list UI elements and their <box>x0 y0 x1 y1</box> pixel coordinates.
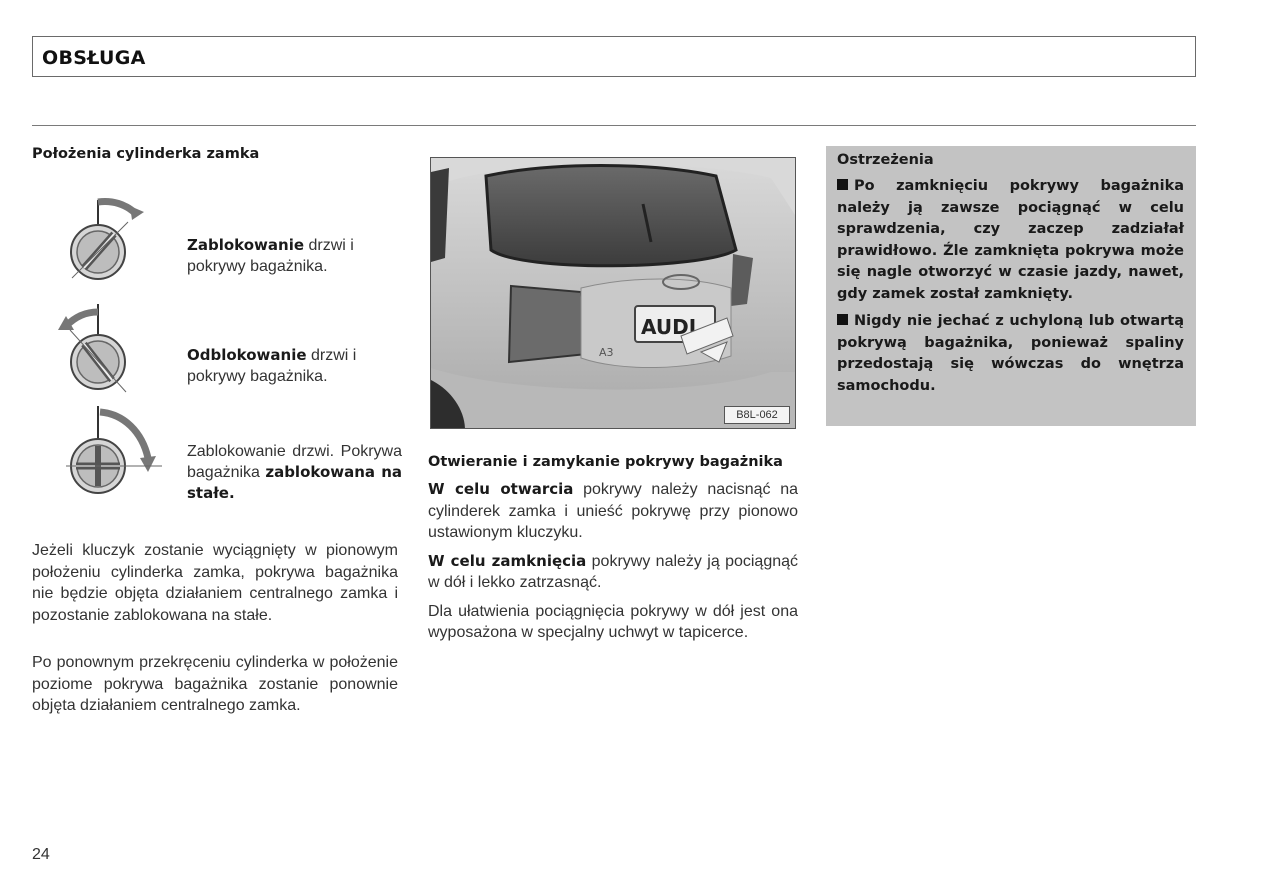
paragraph-close: W celu zamknięcia pokrywy należy ją pociągnąć w dół i lekko zatrzasnąć. <box>428 551 799 591</box>
warning-box <box>826 146 1196 426</box>
middle-column <box>428 452 798 644</box>
lock-position-1-text: Zablokowanie drzwi i pokrywy bagażnika. <box>187 236 354 275</box>
lock-cylinder-permanent-icon <box>62 400 172 500</box>
trunk-photo <box>430 157 796 429</box>
paragraph-key-turned: Po ponownym przekręceniu cylinderka w położenie poziome pokrywa bagażnika zostanie ponownie objęta działaniem centralnego zamka. <box>32 654 398 714</box>
svg-text:AUDI: AUDI <box>641 315 697 339</box>
warning-item: Nigdy nie jechać z uchyloną lub otwartą pokrywą bagażnika, ponieważ spaliny przedostają się wówczas do wnętrza samochodu. <box>837 313 1184 394</box>
lock-position-3-text: Zablokowanie drzwi. Pokrywa bagażnika zablokowana na stałe. <box>187 443 403 502</box>
section-header <box>32 36 1196 77</box>
lock-cylinder-locked-icon <box>60 190 150 280</box>
svg-text:A3: A3 <box>599 346 614 359</box>
paragraph-open: W celu otwarcia pokrywy należy nacisnąć na cylinderek zamka i unieść pokrywę przy pionowo ustawionym kluczyku. <box>428 480 798 541</box>
left-column <box>32 146 402 162</box>
page-number: 24 <box>32 846 50 863</box>
bullet-square-icon <box>837 314 848 325</box>
photo-code-label: B8L-062 <box>724 406 790 424</box>
paragraph-handle: Dla ułatwienia pociągnięcia pokrywy w dół jest ona wyposażona w specjalny uchwyt w tapicerce. <box>428 602 798 641</box>
section-header-title: OBSŁUGA <box>42 47 146 69</box>
trunk-open-close-title: Otwieranie i zamykanie pokrywy bagażnika <box>428 454 783 470</box>
lock-positions-title: Położenia cylinderka zamka <box>32 146 260 162</box>
warning-title: Ostrzeżenia <box>837 152 934 168</box>
lock-cylinder-unlocked-icon <box>52 300 142 395</box>
paragraph-key-removed: Jeżeli kluczyk zostanie wyciągnięty w pionowym położeniu cylinderka zamka, pokrywa bagażnika nie będzie objęta działaniem centralnego zamka i pozostanie zablokowana na stałe. <box>32 542 398 624</box>
car-rear-illustration <box>431 158 796 429</box>
warning-item: Po zamknięciu pokrywy bagażnika należy ją zawsze pociągnąć w celu sprawdzenia, czy zaczep zadziałał prawidłowo. Źle zamknięta pokrywa może się nagle otworzyć w czasie jazdy, nawet, gdy zamek został zamknięty. <box>837 178 1184 302</box>
bullet-square-icon <box>837 179 848 190</box>
lock-position-2-text: Odblokowanie drzwi i pokrywy bagażnika. <box>187 346 357 385</box>
header-rule <box>32 125 1196 126</box>
